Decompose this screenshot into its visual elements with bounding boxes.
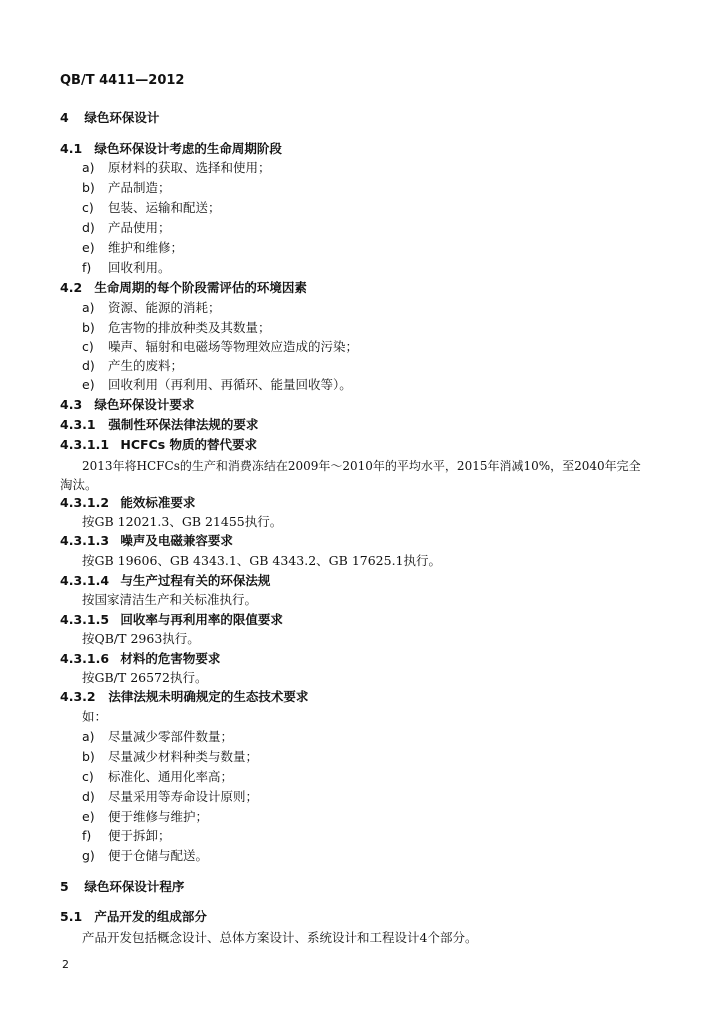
list-text: 回收利用。	[108, 260, 171, 275]
paragraph-line: 按GB 12021.3、GB 21455执行。	[82, 514, 283, 529]
paragraph-line: 如：	[82, 709, 108, 724]
list-marker: a)	[82, 160, 95, 175]
list-item	[82, 358, 183, 374]
list-item	[82, 749, 258, 765]
section-title: 材料的危害物要求	[120, 651, 221, 666]
list-text: 产品使用；	[108, 220, 171, 235]
list-item	[82, 828, 171, 844]
list-marker: c)	[82, 339, 94, 354]
section-number: 4.1	[60, 141, 83, 156]
section-title: 绿色环保设计考虑的生命周期阶段	[94, 141, 282, 156]
list-text: 危害物的排放种类及其数量；	[108, 320, 271, 335]
list-marker: f)	[82, 260, 92, 275]
section-number: 4.3	[60, 397, 83, 412]
list-item	[82, 220, 171, 236]
paragraph-line: 淘汰。	[60, 477, 98, 492]
list-item	[82, 200, 221, 216]
list-marker: c)	[82, 200, 94, 215]
section-4-3-1-heading	[60, 417, 258, 433]
section-number: 4.3.1.3	[60, 533, 110, 548]
list-text: 噪声、辐射和电磁场等物理效应造成的污染；	[108, 339, 359, 354]
list-item	[82, 339, 358, 355]
list-item	[82, 160, 271, 176]
section-title: 回收率与再利用率的限值要求	[120, 612, 283, 627]
list-item	[82, 240, 183, 256]
list-marker: a)	[82, 300, 95, 315]
section-4-2-heading	[60, 280, 307, 296]
section-title: 绿色环保设计	[84, 110, 160, 125]
section-number: 5	[60, 879, 69, 894]
list-item	[82, 260, 171, 276]
section-title: 噪声及电磁兼容要求	[120, 533, 233, 548]
paragraph-line: 2013年将HCFCs的生产和消费冻结在2009年～2010年的平均水平，2015年消减10%，至2040年完全	[82, 459, 641, 473]
section-number: 4.3.1.6	[60, 651, 110, 666]
section-number: 4.3.1.5	[60, 612, 110, 627]
section-4-3-1-2-heading	[60, 495, 195, 511]
list-item	[82, 789, 258, 805]
list-text: 维护和维修；	[108, 240, 184, 255]
list-text: 便于维修与维护；	[108, 809, 209, 824]
section-number: 4.3.1.2	[60, 495, 110, 510]
section-4-1-heading	[60, 141, 282, 157]
section-number: 5.1	[60, 909, 83, 924]
section-number: 4.3.1	[60, 417, 96, 432]
list-marker: a)	[82, 729, 95, 744]
section-title: 绿色环保设计程序	[84, 879, 185, 894]
list-text: 包装、运输和配送；	[108, 200, 221, 215]
section-title: 与生产过程有关的环保法规	[120, 573, 271, 588]
list-text: 尽量减少材料种类与数量；	[108, 749, 259, 764]
section-4-3-1-1-heading	[60, 437, 257, 453]
section-4-3-1-4-heading	[60, 573, 270, 589]
section-5-1-heading	[60, 909, 207, 925]
list-marker: e)	[82, 377, 95, 392]
list-item	[82, 320, 271, 336]
list-item	[82, 809, 208, 825]
section-title: 法律法规未明确规定的生态技术要求	[108, 689, 309, 704]
page-number: 2	[62, 958, 69, 971]
list-text: 便于仓储与配送。	[108, 848, 209, 863]
section-4-3-heading	[60, 397, 194, 413]
list-text: 标准化、通用化率高；	[108, 769, 234, 784]
section-4-3-1-5-heading	[60, 612, 283, 628]
section-number: 4	[60, 110, 69, 125]
list-text: 产品制造；	[108, 180, 171, 195]
list-text: 产生的废料；	[108, 358, 184, 373]
list-text: 尽量减少零部件数量；	[108, 729, 234, 744]
paragraph-line: 按GB/T 26572执行。	[82, 670, 208, 685]
list-marker: e)	[82, 809, 95, 824]
list-text: 便于拆卸；	[108, 828, 171, 843]
list-text: 原材料的获取、选择和使用；	[108, 160, 271, 175]
section-4-3-2-heading	[60, 689, 308, 705]
section-title: 绿色环保设计要求	[94, 397, 195, 412]
list-marker: c)	[82, 769, 94, 784]
list-marker: d)	[82, 220, 95, 235]
paragraph-line: 按GB 19606、GB 4343.1、GB 4343.2、GB 17625.1执行。	[82, 553, 442, 568]
list-marker: e)	[82, 240, 95, 255]
list-item	[82, 180, 171, 196]
section-number: 4.3.1.1	[60, 437, 110, 452]
list-marker: d)	[82, 789, 95, 804]
section-5-heading	[60, 879, 184, 895]
list-marker: f)	[82, 828, 92, 843]
standard-code-header: QB/T 4411—2012	[60, 73, 185, 88]
section-4-3-1-3-heading	[60, 533, 233, 549]
section-title: HCFCs 物质的替代要求	[120, 437, 257, 452]
section-title: 生命周期的每个阶段需评估的环境因素	[94, 280, 307, 295]
section-number: 4.2	[60, 280, 83, 295]
list-item	[82, 769, 233, 785]
list-marker: g)	[82, 848, 95, 863]
list-item	[82, 848, 208, 864]
paragraph-line: 按QB/T 2963执行。	[82, 631, 200, 646]
list-text: 资源、能源的消耗；	[108, 300, 221, 315]
list-item	[82, 377, 352, 393]
list-marker: b)	[82, 749, 95, 764]
section-4-3-1-6-heading	[60, 651, 220, 667]
section-title: 能效标准要求	[120, 495, 196, 510]
section-4-heading	[60, 110, 159, 126]
list-item	[82, 300, 221, 316]
list-marker: b)	[82, 320, 95, 335]
list-item	[82, 729, 233, 745]
list-text: 尽量采用等寿命设计原则；	[108, 789, 259, 804]
paragraph-line: 产品开发包括概念设计、总体方案设计、系统设计和工程设计4个部分。	[82, 930, 478, 945]
list-marker: b)	[82, 180, 95, 195]
section-title: 强制性环保法律法规的要求	[108, 417, 259, 432]
section-number: 4.3.2	[60, 689, 96, 704]
list-text: 回收利用（再利用、再循环、能量回收等）。	[108, 377, 352, 392]
list-marker: d)	[82, 358, 95, 373]
section-title: 产品开发的组成部分	[94, 909, 207, 924]
section-number: 4.3.1.4	[60, 573, 110, 588]
paragraph-line: 按国家清洁生产和关标准执行。	[82, 592, 258, 607]
